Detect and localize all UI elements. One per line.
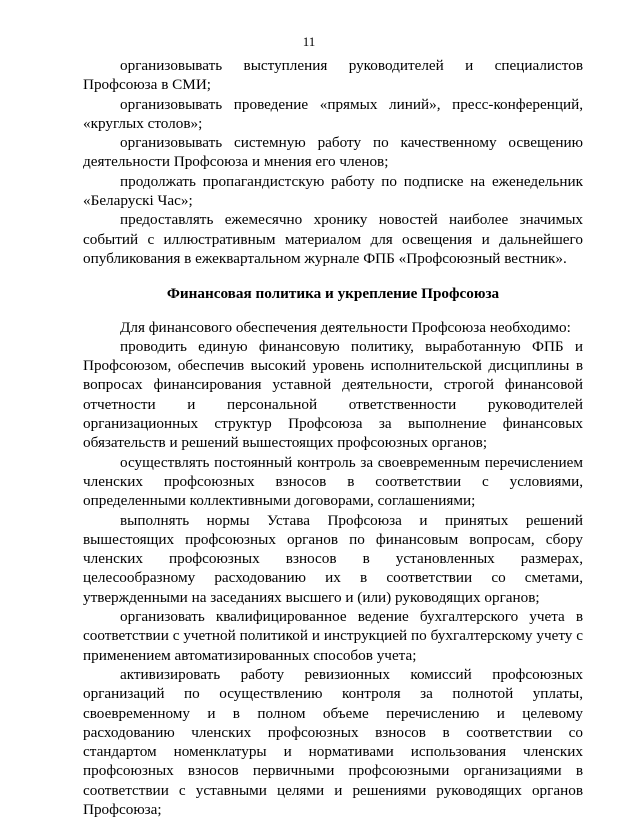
paragraph-financial-policy: проводить единую финансовую политику, выработанную ФПБ и Профсоюзом, обеспечив высокий уровень исполнительской дисциплины в вопросах финансирования уставной деятельности, строгой финансовой отчетности и персональной ответственности руководителей организационных структур Профсоюза за выполнение финансовых обязательств и решений вышестоящих профсоюзных органов; bbox=[83, 337, 583, 452]
paragraph-media-speeches: организовывать выступления руководителей и специалистов Профсоюза в СМИ; bbox=[83, 57, 583, 94]
page-number: 11 bbox=[302, 34, 316, 49]
paragraph-charter-norms: выполнять нормы Устава Профсоюза и принятых решений вышестоящих профсоюзных органов по финансовым вопросам, сбору членских профсоюзных взносов в установленных размерах, целесообразному расходованию их в соответствии со сметами, утвержденными на заседаниях высшего и (или) руководящих органов; bbox=[83, 511, 583, 606]
paragraph-dues-control: осуществлять постоянный контроль за своевременным перечислением членских профсоюзных взносов в соответствии с условиями, определенными коллективными договорами, соглашениями; bbox=[83, 453, 583, 510]
paragraph-audit-commissions: активизировать работу ревизионных комиссий профсоюзных организаций по осуществлению контроля за полнотой уплаты, своевременному и в полном объеме перечислению и целевому расходованию членских профсоюзных взносов в соответствии со стандартом номенклатуры и нормативами использования членских профсоюзных взносов первичными профсоюзными организациями в соответствии с уставными целями и решениями руководящих органов Профсоюза; bbox=[83, 665, 583, 818]
paragraph-news-chronicle: предоставлять ежемесячно хронику новостей наиболее значимых событий с иллюстративным материалом для освещения и дальнейшего опубликования в ежеквартальном журнале ФПБ «Профсоюзный вестник». bbox=[83, 211, 583, 267]
paragraph-coverage: организовывать системную работу по качественному освещению деятельности Профсоюза и мнения его членов; bbox=[83, 134, 583, 171]
paragraph-finance-intro: Для финансового обеспечения деятельности Профсоюза необходимо: bbox=[120, 318, 571, 336]
paragraph-subscription: продолжать пропагандистскую работу по подписке на еженедельник «Беларускі Час»; bbox=[83, 172, 583, 210]
document-body bbox=[83, 56, 583, 819]
paragraph-accounting: организовать квалифицированное ведение бухгалтерского учета в соответствии с учетной политикой и инструкцией по бухгалтерскому учету с применением автоматизированных способов учета; bbox=[83, 608, 583, 664]
section-heading-finance: Финансовая политика и укрепление Профсоюза bbox=[166, 285, 500, 303]
paragraph-hotlines: организовывать проведение «прямых линий», пресс-конференций, «круглых столов»; bbox=[83, 95, 583, 132]
